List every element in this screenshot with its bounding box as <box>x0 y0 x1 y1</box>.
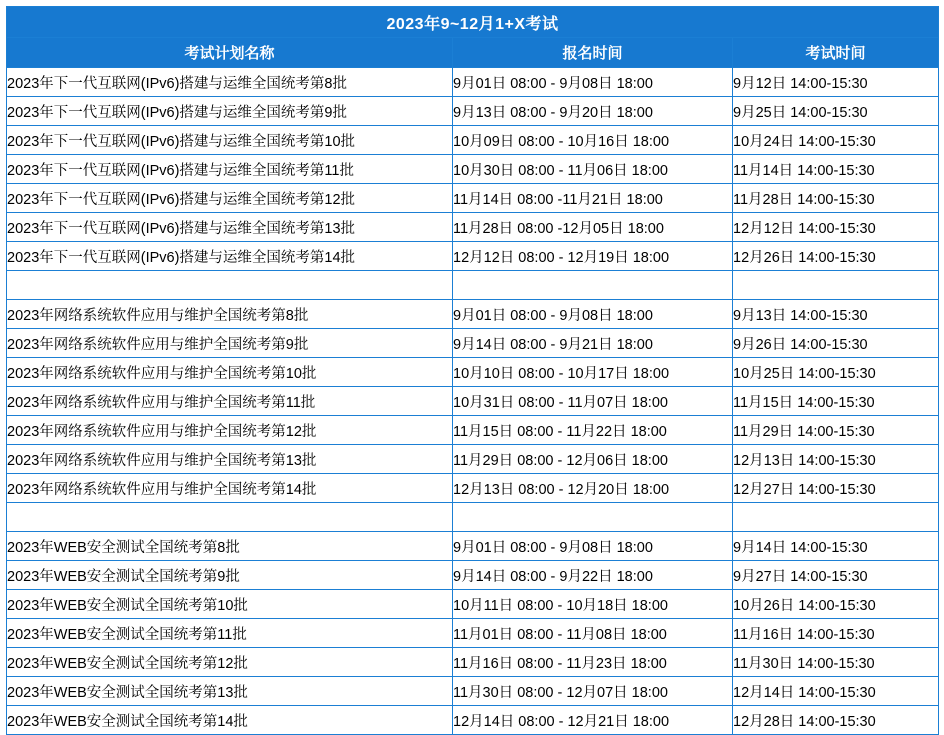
page-title: 2023年9~12月1+X考试 <box>7 7 939 38</box>
cell-registration-time: 11月15日 08:00 - 11月22日 18:00 <box>453 416 733 445</box>
cell-plan-name: 2023年下一代互联网(IPv6)搭建与运维全国统考第14批 <box>7 242 453 271</box>
table-row <box>7 242 939 271</box>
cell-registration-time: 9月01日 08:00 - 9月08日 18:00 <box>453 532 733 561</box>
cell-registration-time: 10月10日 08:00 - 10月17日 18:00 <box>453 358 733 387</box>
spacer-cell <box>453 503 733 532</box>
cell-exam-time: 12月28日 14:00-15:30 <box>733 706 939 735</box>
table-row <box>7 445 939 474</box>
cell-exam-time: 9月26日 14:00-15:30 <box>733 329 939 358</box>
spacer-cell <box>733 503 939 532</box>
cell-plan-name: 2023年WEB安全测试全国统考第11批 <box>7 619 453 648</box>
cell-exam-time: 9月13日 14:00-15:30 <box>733 300 939 329</box>
cell-plan-name: 2023年WEB安全测试全国统考第14批 <box>7 706 453 735</box>
cell-registration-time: 9月14日 08:00 - 9月22日 18:00 <box>453 561 733 590</box>
table-row <box>7 126 939 155</box>
cell-registration-time: 12月14日 08:00 - 12月21日 18:00 <box>453 706 733 735</box>
cell-plan-name: 2023年WEB安全测试全国统考第8批 <box>7 532 453 561</box>
spacer-cell <box>733 271 939 300</box>
table-row <box>7 648 939 677</box>
cell-registration-time: 10月11日 08:00 - 10月18日 18:00 <box>453 590 733 619</box>
cell-registration-time: 12月12日 08:00 - 12月19日 18:00 <box>453 242 733 271</box>
table-row <box>7 416 939 445</box>
table-row <box>7 590 939 619</box>
cell-registration-time: 9月01日 08:00 - 9月08日 18:00 <box>453 300 733 329</box>
cell-plan-name: 2023年下一代互联网(IPv6)搭建与运维全国统考第8批 <box>7 68 453 97</box>
cell-plan-name: 2023年WEB安全测试全国统考第12批 <box>7 648 453 677</box>
cell-exam-time: 12月26日 14:00-15:30 <box>733 242 939 271</box>
spacer-cell <box>7 503 453 532</box>
table-row <box>7 300 939 329</box>
cell-plan-name: 2023年网络系统软件应用与维护全国统考第12批 <box>7 416 453 445</box>
table-spacer-row <box>7 503 939 532</box>
cell-plan-name: 2023年WEB安全测试全国统考第9批 <box>7 561 453 590</box>
cell-exam-time: 9月12日 14:00-15:30 <box>733 68 939 97</box>
cell-registration-time: 11月30日 08:00 - 12月07日 18:00 <box>453 677 733 706</box>
table-row <box>7 68 939 97</box>
table-row <box>7 155 939 184</box>
cell-exam-time: 10月25日 14:00-15:30 <box>733 358 939 387</box>
table-row <box>7 358 939 387</box>
cell-plan-name: 2023年网络系统软件应用与维护全国统考第8批 <box>7 300 453 329</box>
cell-registration-time: 11月29日 08:00 - 12月06日 18:00 <box>453 445 733 474</box>
cell-exam-time: 11月16日 14:00-15:30 <box>733 619 939 648</box>
cell-registration-time: 11月28日 08:00 -12月05日 18:00 <box>453 213 733 242</box>
cell-plan-name: 2023年网络系统软件应用与维护全国统考第11批 <box>7 387 453 416</box>
table-row <box>7 619 939 648</box>
cell-exam-time: 12月27日 14:00-15:30 <box>733 474 939 503</box>
cell-registration-time: 10月09日 08:00 - 10月16日 18:00 <box>453 126 733 155</box>
cell-exam-time: 10月26日 14:00-15:30 <box>733 590 939 619</box>
cell-exam-time: 11月14日 14:00-15:30 <box>733 155 939 184</box>
header-row <box>7 38 939 68</box>
cell-plan-name: 2023年下一代互联网(IPv6)搭建与运维全国统考第9批 <box>7 97 453 126</box>
column-header-plan-name: 考试计划名称 <box>7 38 453 68</box>
table-row <box>7 329 939 358</box>
table-row <box>7 532 939 561</box>
cell-exam-time: 9月27日 14:00-15:30 <box>733 561 939 590</box>
exam-schedule-table <box>6 6 939 735</box>
cell-exam-time: 12月12日 14:00-15:30 <box>733 213 939 242</box>
cell-registration-time: 11月14日 08:00 -11月21日 18:00 <box>453 184 733 213</box>
cell-exam-time: 12月14日 14:00-15:30 <box>733 677 939 706</box>
cell-registration-time: 9月13日 08:00 - 9月20日 18:00 <box>453 97 733 126</box>
cell-exam-time: 12月13日 14:00-15:30 <box>733 445 939 474</box>
cell-plan-name: 2023年下一代互联网(IPv6)搭建与运维全国统考第12批 <box>7 184 453 213</box>
table-row <box>7 561 939 590</box>
cell-exam-time: 11月30日 14:00-15:30 <box>733 648 939 677</box>
table-row <box>7 706 939 735</box>
cell-exam-time: 9月14日 14:00-15:30 <box>733 532 939 561</box>
cell-plan-name: 2023年下一代互联网(IPv6)搭建与运维全国统考第10批 <box>7 126 453 155</box>
table-row <box>7 387 939 416</box>
cell-exam-time: 9月25日 14:00-15:30 <box>733 97 939 126</box>
column-header-registration-time: 报名时间 <box>453 38 733 68</box>
table-row <box>7 677 939 706</box>
table-row <box>7 97 939 126</box>
column-header-exam-time: 考试时间 <box>733 38 939 68</box>
cell-registration-time: 10月31日 08:00 - 11月07日 18:00 <box>453 387 733 416</box>
table-row <box>7 213 939 242</box>
table-body <box>7 7 939 735</box>
spacer-cell <box>7 271 453 300</box>
table-spacer-row <box>7 271 939 300</box>
cell-registration-time: 11月01日 08:00 - 11月08日 18:00 <box>453 619 733 648</box>
cell-registration-time: 9月01日 08:00 - 9月08日 18:00 <box>453 68 733 97</box>
cell-registration-time: 11月16日 08:00 - 11月23日 18:00 <box>453 648 733 677</box>
cell-registration-time: 10月30日 08:00 - 11月06日 18:00 <box>453 155 733 184</box>
cell-plan-name: 2023年网络系统软件应用与维护全国统考第13批 <box>7 445 453 474</box>
cell-plan-name: 2023年下一代互联网(IPv6)搭建与运维全国统考第11批 <box>7 155 453 184</box>
cell-plan-name: 2023年网络系统软件应用与维护全国统考第9批 <box>7 329 453 358</box>
cell-plan-name: 2023年WEB安全测试全国统考第10批 <box>7 590 453 619</box>
cell-exam-time: 11月15日 14:00-15:30 <box>733 387 939 416</box>
cell-registration-time: 12月13日 08:00 - 12月20日 18:00 <box>453 474 733 503</box>
cell-exam-time: 11月28日 14:00-15:30 <box>733 184 939 213</box>
cell-plan-name: 2023年WEB安全测试全国统考第13批 <box>7 677 453 706</box>
cell-plan-name: 2023年网络系统软件应用与维护全国统考第10批 <box>7 358 453 387</box>
cell-registration-time: 9月14日 08:00 - 9月21日 18:00 <box>453 329 733 358</box>
cell-exam-time: 11月29日 14:00-15:30 <box>733 416 939 445</box>
table-row <box>7 184 939 213</box>
cell-plan-name: 2023年网络系统软件应用与维护全国统考第14批 <box>7 474 453 503</box>
table-row <box>7 474 939 503</box>
cell-exam-time: 10月24日 14:00-15:30 <box>733 126 939 155</box>
spacer-cell <box>453 271 733 300</box>
title-row <box>7 7 939 38</box>
cell-plan-name: 2023年下一代互联网(IPv6)搭建与运维全国统考第13批 <box>7 213 453 242</box>
